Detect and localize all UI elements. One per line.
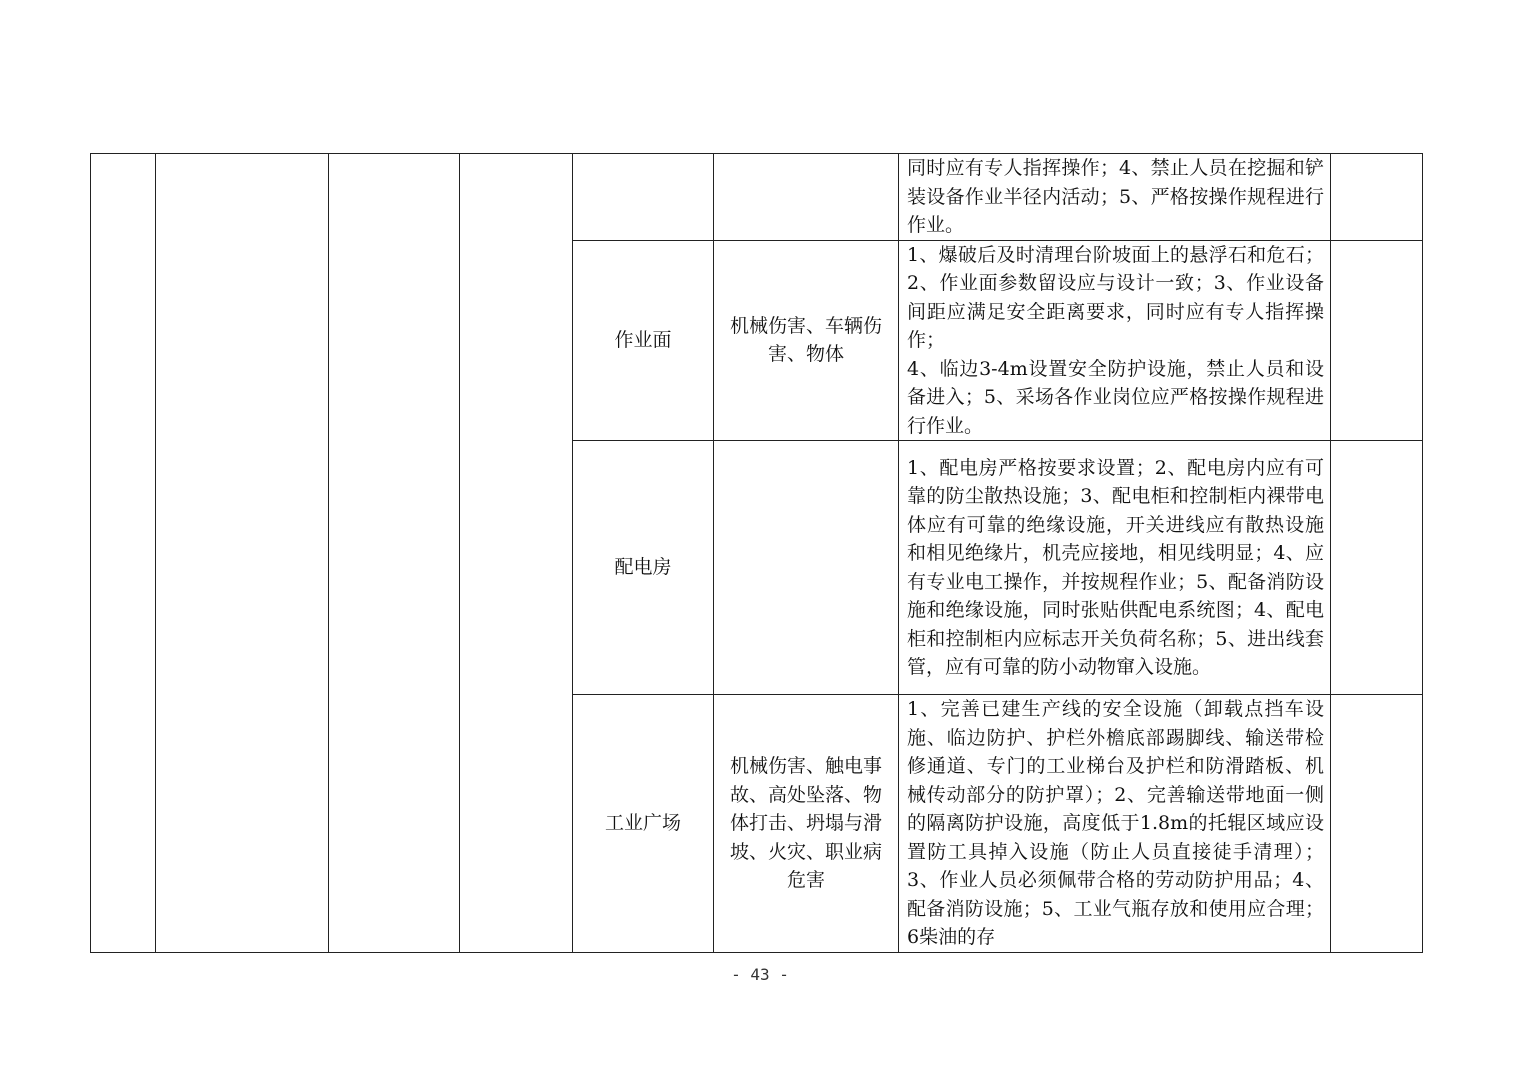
note-cell — [1331, 695, 1423, 953]
blank-cell-col2 — [156, 154, 329, 953]
measures-cell: 同时应有专人指挥操作；4、禁止人员在挖掘和铲装设备作业半径内活动；5、严格按操作规程进行作业。 — [899, 154, 1331, 241]
note-cell — [1331, 441, 1423, 695]
blank-cell-col4 — [460, 154, 573, 953]
hazard-measures-table — [90, 153, 1423, 953]
blank-cell-col1 — [91, 154, 156, 953]
measures-cell: 1、完善已建生产线的安全设施（卸载点挡车设施、临边防护、护栏外檐底部踢脚线、输送带检修通道、专门的工业梯台及护栏和防滑踏板、机械传动部分的防护罩）；2、完善输送带地面一侧的隔离防护设施，高度低于1.8m的托辊区域应设置防工具掉入设施（防止人员直接徒手清理）；3、作业人员必须佩带合格的劳动防护用品；4、配备消防设施；5、工业气瓶存放和使用应合理；6柴油的存 — [899, 695, 1331, 953]
table-row — [91, 154, 1423, 241]
hazard-cell: 机械伤害、触电事故、高处坠落、物体打击、坍塌与滑坡、火灾、职业病危害 — [714, 695, 899, 953]
blank-cell-col3 — [329, 154, 460, 953]
measures-cell: 1、爆破后及时清理台阶坡面上的悬浮石和危石；2、作业面参数留设应与设计一致；3、作业设备间距应满足安全距离要求，同时应有专人指挥操作； 4、临边3-4m设置安全防护设施，禁止人员和设备进入；5、采场各作业岗位应严格按操作规程进行作业。 — [899, 240, 1331, 441]
place-cell — [573, 154, 714, 241]
place-cell: 工业广场 — [573, 695, 714, 953]
note-cell — [1331, 154, 1423, 241]
page-number: - 43 - — [731, 965, 789, 984]
hazard-cell: 机械伤害、车辆伤害、物体 — [714, 240, 899, 441]
measures-cell: 1、配电房严格按要求设置；2、配电房内应有可靠的防尘散热设施；3、配电柜和控制柜内裸带电体应有可靠的绝缘设施，开关进线应有散热设施和相见绝缘片，机壳应接地，相见线明显；4、应有专业电工操作，并按规程作业；5、配备消防设施和绝缘设施，同时张贴供配电系统图；4、配电柜和控制柜内应标志开关负荷名称；5、进出线套管，应有可靠的防小动物窜入设施。 — [899, 441, 1331, 695]
hazard-cell — [714, 154, 899, 241]
place-cell: 作业面 — [573, 240, 714, 441]
hazard-cell — [714, 441, 899, 695]
note-cell — [1331, 240, 1423, 441]
place-cell: 配电房 — [573, 441, 714, 695]
